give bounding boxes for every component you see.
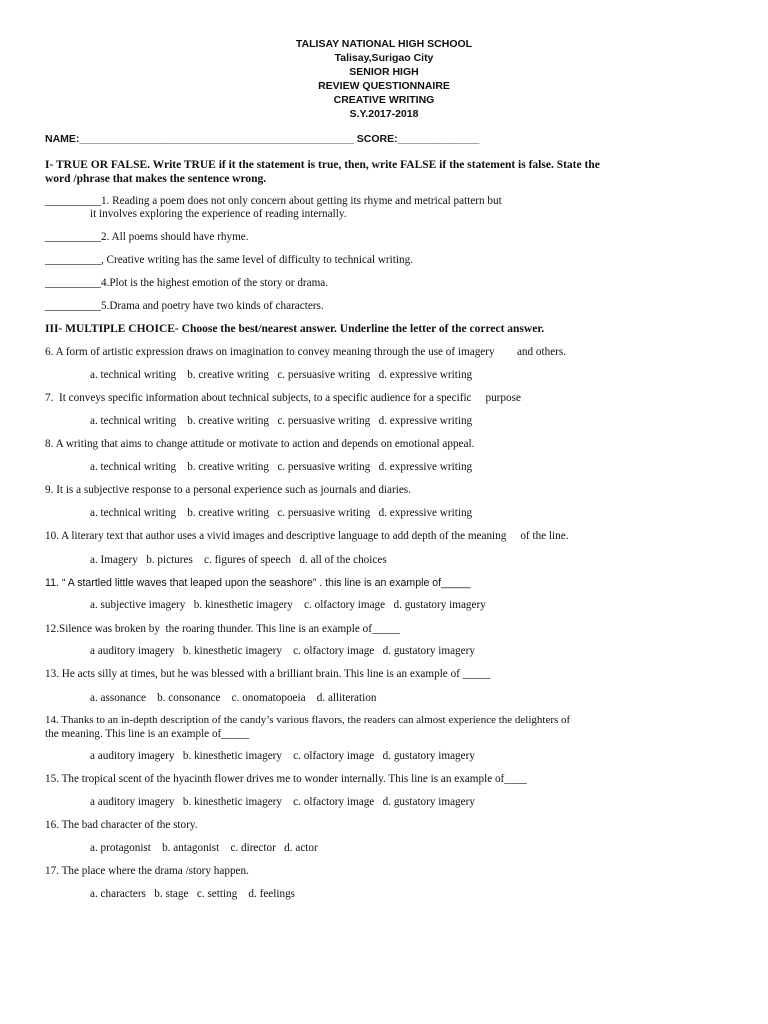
subject-title: CREATIVE WRITING [333, 94, 435, 106]
question-14-line1: 14. Thanks to an in-depth description of the candy’s various flavors, the readers can almost experience the delighters of [45, 714, 571, 726]
part1-instruction-line2: word /phrase that makes the sentence wrong. [45, 173, 267, 185]
question-14-options: a auditory imagery b. kinesthetic imagery c. olfactory image d. gustatory imagery [90, 750, 475, 762]
question-14-line2: the meaning. This line is an example of_____ [45, 728, 250, 740]
question-13-options: a. assonance b. consonance c. onomatopoeia d. alliteration [90, 692, 377, 704]
question-16: 16. The bad character of the story. [45, 819, 198, 831]
question-12-options: a auditory imagery b. kinesthetic imagery c. olfactory image d. gustatory imagery [90, 645, 475, 657]
tf-item-2: __________2. All poems should have rhyme. [45, 231, 249, 243]
tf-item-5: __________5.Drama and poetry have two kinds of characters. [45, 300, 324, 312]
question-6: 6. A form of artistic expression draws on imagination to convey meaning through the use of imagery and others. [45, 346, 567, 358]
school-year: S.Y.2017-2018 [349, 108, 419, 120]
question-17: 17. The place where the drama /story happen. [45, 865, 249, 877]
school-name: TALISAY NATIONAL HIGH SCHOOL [295, 38, 473, 50]
tf-item-1: __________1. Reading a poem does not only concern about getting its rhyme and metrical pattern but [45, 195, 502, 207]
part3-instruction: III- MULTIPLE CHOICE- Choose the best/nearest answer. Underline the letter of the correct answer. [45, 323, 545, 335]
name-score-line: NAME:_______________________________________________ SCORE:______________ [45, 133, 480, 145]
tf-item-4: __________4.Plot is the highest emotion of the story or drama. [45, 277, 329, 289]
question-10: 10. A literary text that author uses a vivid images and descriptive language to add depth of the meaning of the line. [45, 530, 569, 542]
question-11-options: a. subjective imagery b. kinesthetic imagery c. olfactory image d. gustatory imagery [90, 599, 486, 611]
question-7-options: a. technical writing b. creative writing c. persuasive writing d. expressive writing [90, 415, 473, 427]
school-location: Talisay,Surigao City [334, 52, 434, 64]
question-9-options: a. technical writing b. creative writing c. persuasive writing d. expressive writing [90, 507, 473, 519]
question-15: 15. The tropical scent of the hyacinth flower drives me to wonder internally. This line is an example of____ [45, 773, 527, 785]
question-17-options: a. characters b. stage c. setting d. feelings [90, 888, 296, 900]
question-11: 11. “ A startled little waves that leaped upon the seashore” . this line is an example of_____ [45, 577, 471, 589]
part1-instruction-line1: I- TRUE OR FALSE. Write TRUE if it the statement is true, then, write FALSE if the statement is false. State the [45, 159, 600, 171]
tf-item-1-continued: it involves exploring the experience of reading internally. [90, 208, 347, 220]
school-level: SENIOR HIGH [349, 66, 419, 78]
question-8-options: a. technical writing b. creative writing c. persuasive writing d. expressive writing [90, 461, 473, 473]
question-12: 12.Silence was broken by the roaring thunder. This line is an example of_____ [45, 623, 400, 635]
document-title: REVIEW QUESTIONNAIRE [318, 80, 450, 92]
question-16-options: a. protagonist b. antagonist c. director d. actor [90, 842, 318, 854]
question-6-options: a. technical writing b. creative writing c. persuasive writing d. expressive writing [90, 369, 473, 381]
question-8: 8. A writing that aims to change attitude or motivate to action and depends on emotional appeal. [45, 438, 475, 450]
question-9: 9. It is a subjective response to a personal experience such as journals and diaries. [45, 484, 411, 496]
question-7: 7. It conveys specific information about technical subjects, to a specific audience for a specific purpose [45, 392, 521, 404]
tf-item-3: __________, Creative writing has the same level of difficulty to technical writing. [45, 254, 413, 266]
question-13: 13. He acts silly at times, but he was blessed with a brilliant brain. This line is an example of _____ [45, 668, 491, 680]
question-10-options: a. Imagery b. pictures c. figures of speech d. all of the choices [90, 554, 387, 566]
question-15-options: a auditory imagery b. kinesthetic imagery c. olfactory image d. gustatory imagery [90, 796, 475, 808]
